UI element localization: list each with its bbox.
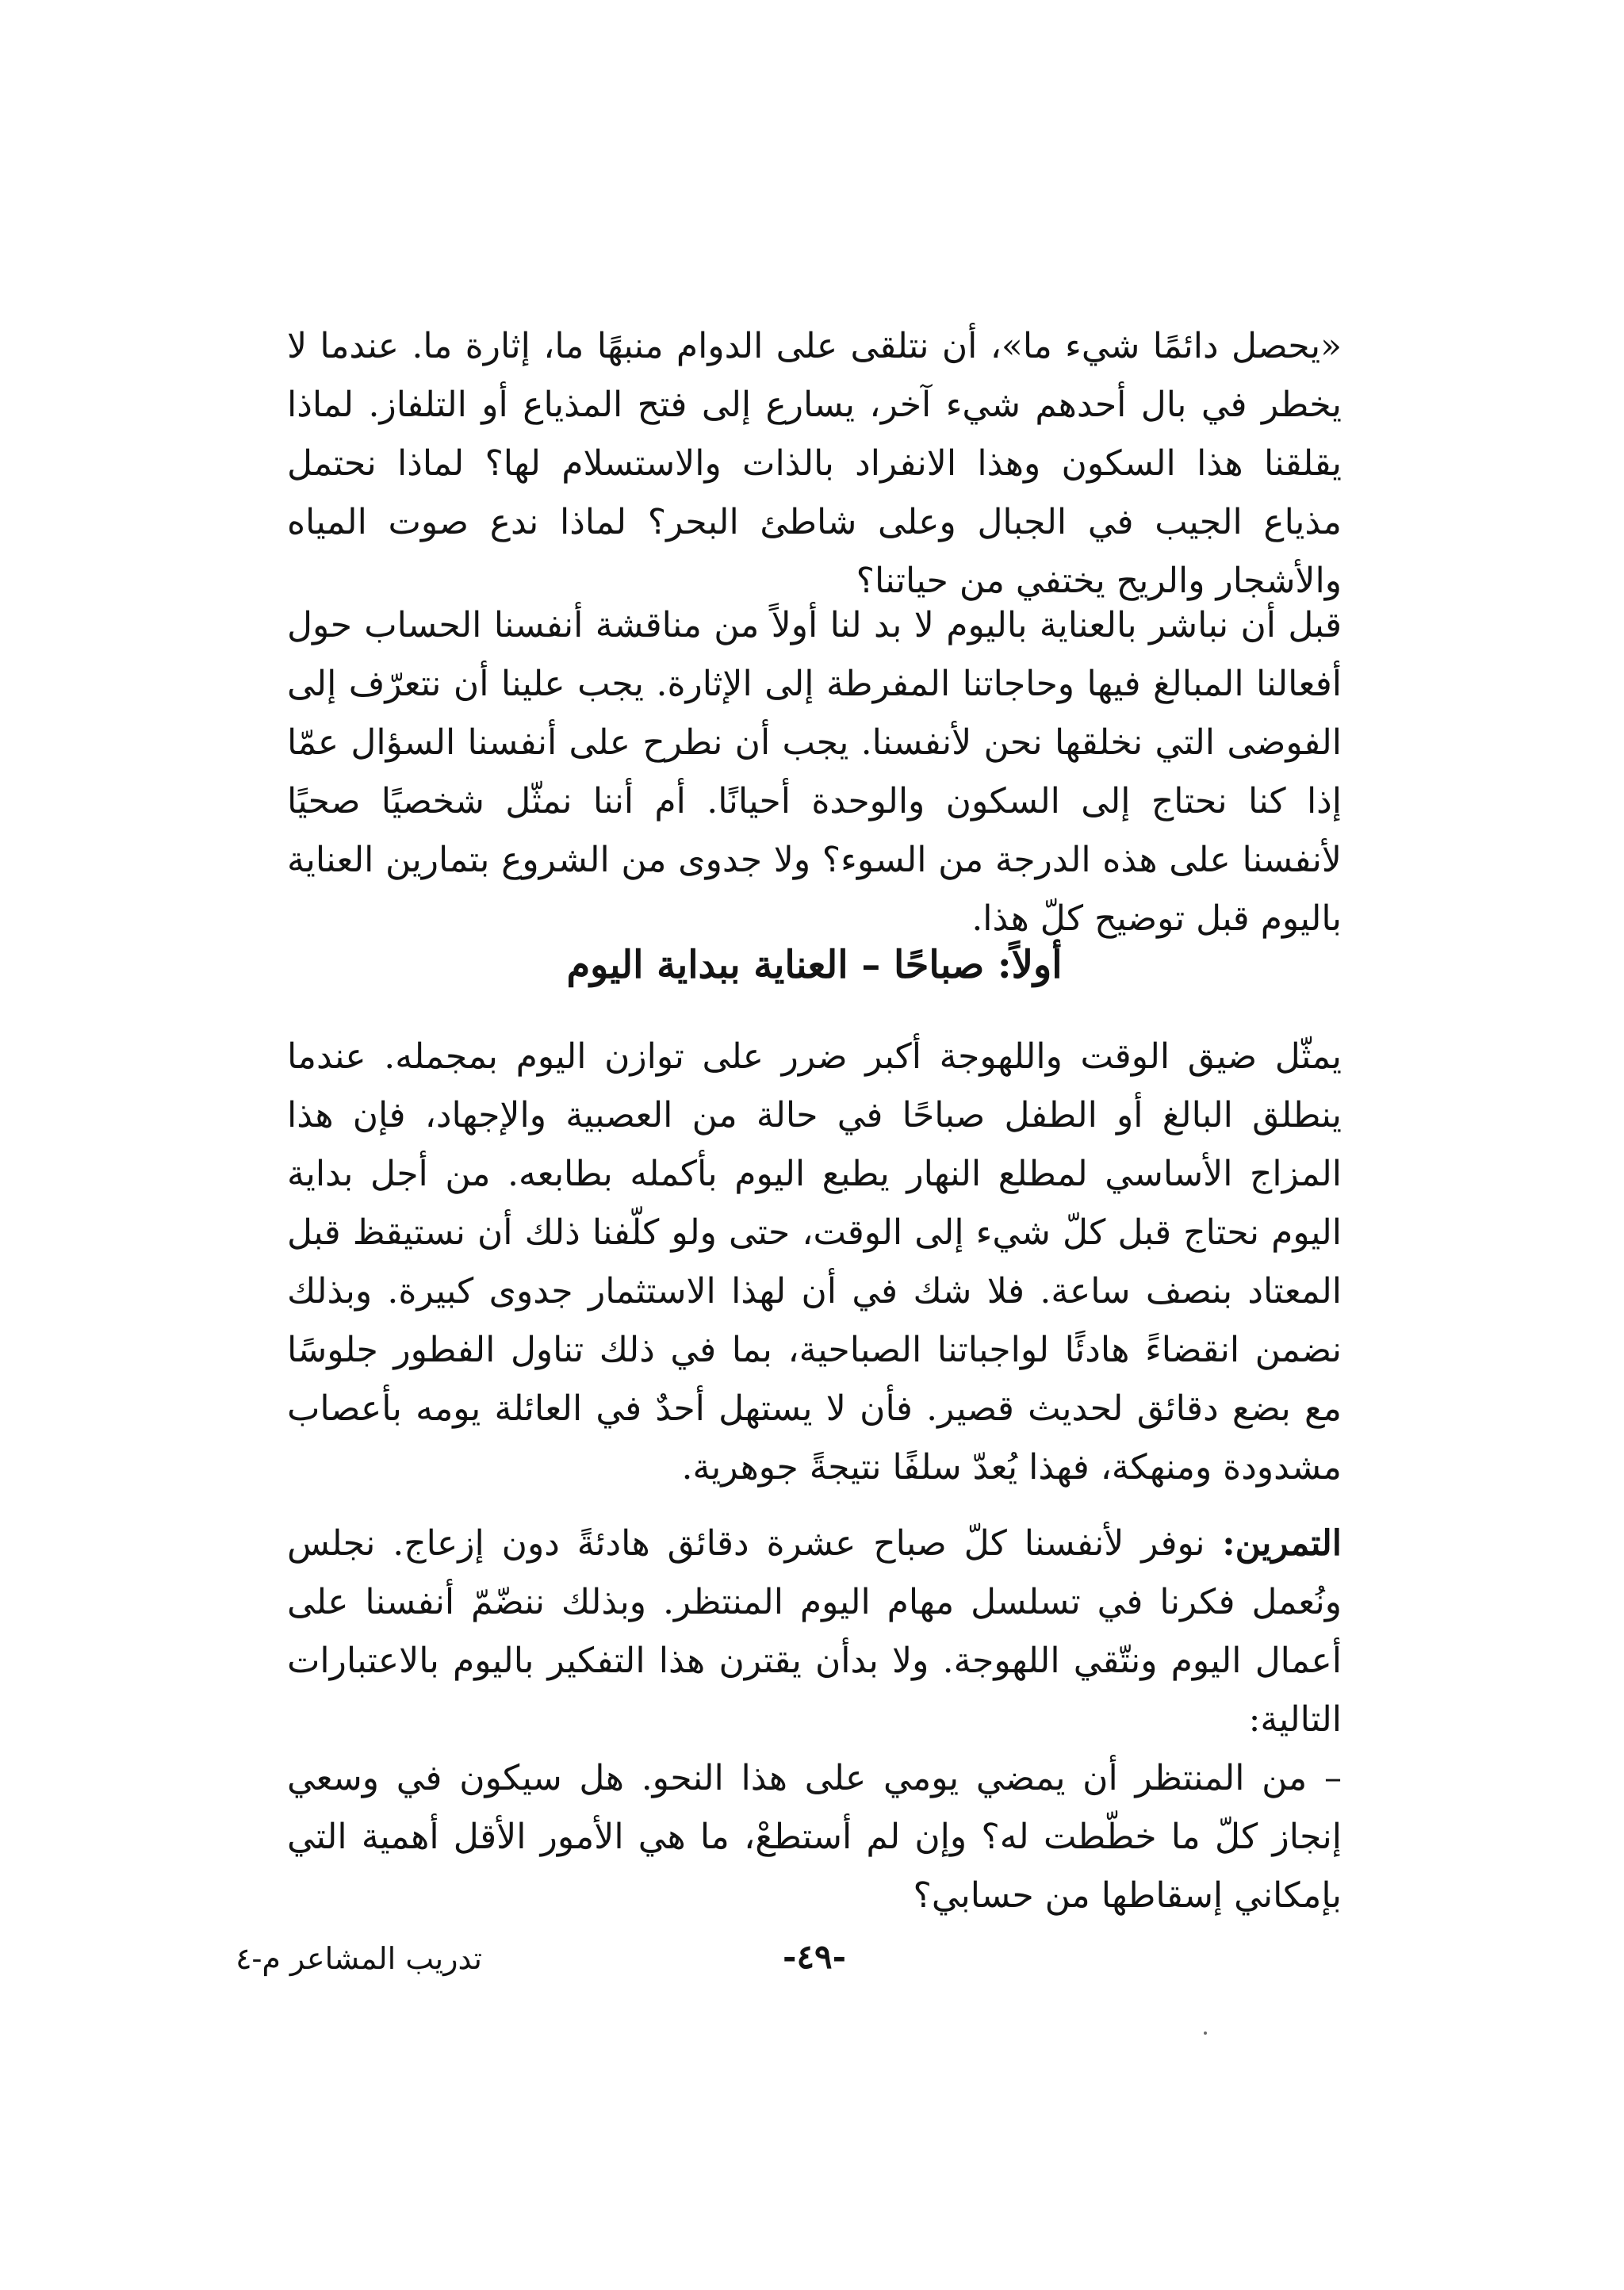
paragraph-intro-quote: «يحصل دائمًا شيء ما»، أن نتلقى على الدوام منبهًا ما، إثارة ما. عندما لا يخطر في بال أحدهم شيء آخر، يسارع إلى فتح المذياع أو التلفاز. لماذا يقلقنا هذا السكون وهذا الانفراد بالذات والاستسلام لها؟ لماذا نحتمل مذياع الجيب في الجبال وعلى شاطئ البحر؟ لماذا ندع صوت المياه والأشجار والريح يختفي من حياتنا؟ <box>287 326 1342 601</box>
section-heading: أولاً: صباحًا – العناية ببداية اليوم <box>566 943 1063 987</box>
paragraph-before-day-care: قبل أن نباشر بالعناية باليوم لا بد لنا أولاً من مناقشة أنفسنا الحساب حول أفعالنا المبالغ فيها وحاجاتنا المفرطة إلى الإثارة. يجب علينا أن نتعرّف إلى الفوضى التي نخلقها نحن لأنفسنا. يجب أن نطرح على أنفسنا السؤال عمّا إذا كنا نحتاج إلى السكون والوحدة أحيانًا. أم أننا نمثّل شخصيًا صحيًا لأنفسنا على هذه الدرجة من السوء؟ ولا جدوى من الشروع بتمارين العناية باليوم قبل توضيح كلّ هذا. <box>287 605 1342 939</box>
paragraph-morning-hurry: يمثّل ضيق الوقت واللهوجة أكبر ضرر على توازن اليوم بمجمله. عندما ينطلق البالغ أو الطفل صباحًا في حالة من العصبية والإجهاد، فإن هذا المزاج الأساسي لمطلع النهار يطبع اليوم بأكمله بطابعه. من أجل بداية اليوم نحتاج قبل كلّ شيء إلى الوقت، حتى ولو كلّفنا ذلك أن نستيقظ قبل المعتاد بنصف ساعة. فلا شك في أن لهذا الاستثمار جدوى كبيرة. وبذلك نضمن انقضاءً هادئًا لواجباتنا الصباحية، بما في ذلك تناول الفطور جلوسًا مع بضع دقائق لحديث قصير. فأن لا يستهل أحدٌ في العائلة يومه بأعصاب مشدودة ومنهكة، فهذا يُعدّ سلفًا نتيجةً جوهرية. <box>287 1036 1342 1488</box>
scan-speck <box>1204 2032 1207 2035</box>
running-footer-book-title: تدريب المشاعر م-٤ <box>236 1941 482 1976</box>
paragraph-exercise <box>287 1515 1342 1749</box>
page-number: -٤٩- <box>783 1937 846 1976</box>
exercise-label: التمرين: <box>1222 1523 1342 1564</box>
paragraph-reflection-question: – من المنتظر أن يمضي يومي على هذا النحو. هل سيكون في وسعي إنجاز كلّ ما خطّطت له؟ وإن لم أستطعْ، ما هي الأمور الأقل أهمية التي بإمكاني إسقاطها من حسابي؟ <box>287 1758 1342 1916</box>
exercise-text: نوفر لأنفسنا كلّ صباح عشرة دقائق هادئةً دون إزعاج. نجلس ونُعمل فكرنا في تسلسل مهام اليوم المنتظر. وبذلك ننضّمّ أنفسنا على أعمال اليوم ونتّقي اللهوجة. ولا بدأن يقترن هذا التفكير باليوم بالاعتبارات التالية: <box>287 1523 1342 1740</box>
